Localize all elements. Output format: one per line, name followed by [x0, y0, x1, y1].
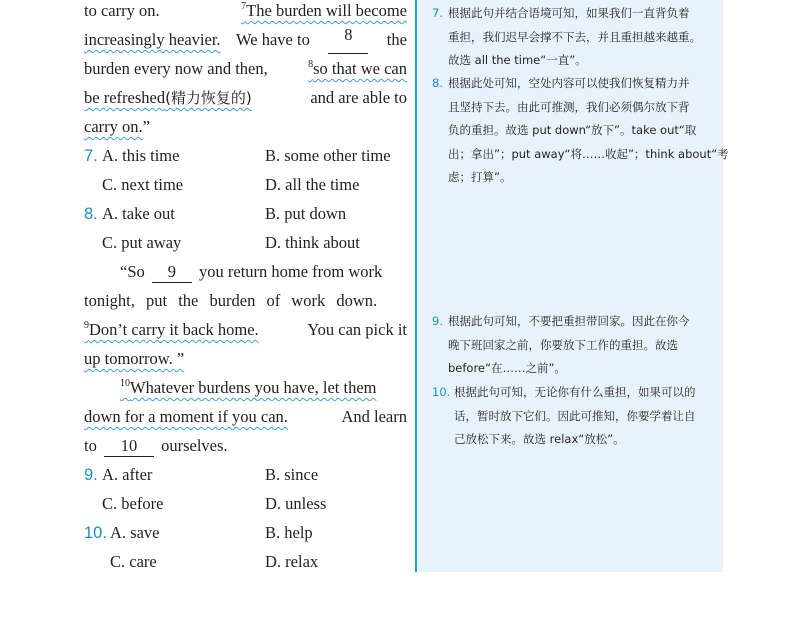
passage-text: the	[386, 30, 407, 49]
passage-text: be refreshed	[84, 88, 166, 107]
passage-line-9	[84, 344, 407, 373]
question-8-row-2	[84, 228, 407, 257]
explanation-line: 重担，我们迟早会撑不下去，并且重担越来越重。	[448, 29, 701, 44]
explanation-line: 出；拿出”；put away“将……收起”；think about“考	[448, 146, 729, 161]
option-d[interactable]: D. relax	[265, 552, 319, 571]
option-c[interactable]: C. before	[102, 494, 164, 513]
option-b[interactable]: B. some other time	[265, 146, 391, 165]
explanation-10	[432, 381, 722, 452]
passage-text: tonight, put the burden of work down.	[84, 291, 378, 310]
passage-text: You can pick it	[307, 320, 407, 339]
option-b[interactable]: B. since	[265, 465, 319, 484]
option-a[interactable]: A. take out	[102, 204, 175, 223]
explanation-number: 10.	[432, 385, 451, 399]
passage-text: ”	[142, 117, 150, 136]
passage-text: Whatever burdens you have, let them	[130, 378, 377, 397]
passage-text: “So	[120, 262, 145, 281]
explanation-number: 9.	[432, 314, 443, 328]
sentence-marker: 9	[84, 320, 89, 331]
option-b[interactable]: B. help	[265, 523, 313, 542]
option-a[interactable]: A. this time	[102, 146, 180, 165]
passage-text: The burden will become	[246, 1, 407, 20]
underlined-sentence-10	[120, 378, 377, 397]
passage-column	[84, 0, 407, 580]
passage-line-2	[84, 25, 407, 54]
passage-line-4	[84, 83, 407, 112]
option-c[interactable]: C. next time	[102, 175, 184, 194]
question-8	[84, 199, 407, 228]
explanation-9	[432, 310, 722, 381]
option-d[interactable]: D. think about	[265, 233, 360, 252]
explanation-number: 7.	[432, 6, 443, 20]
question-10-row-2	[84, 547, 407, 576]
option-c[interactable]: C. put away	[102, 233, 182, 252]
passage-line-3	[84, 54, 407, 83]
underlined-phrase: up tomorrow. ”	[84, 349, 185, 368]
passage-line-1	[84, 0, 407, 25]
explanation-line: 虑；打算”。	[448, 170, 512, 184]
option-a[interactable]: A. save	[110, 523, 160, 542]
passage-text: And learn	[341, 407, 407, 426]
explanation-line: 且坚持下去。由此可推测，我们必须偶尔放下背	[448, 99, 690, 114]
question-10	[84, 518, 407, 547]
question-number: 9.	[84, 466, 98, 484]
explanation-line: 根据此句并结合语境可知，如果我们一直背负着	[448, 6, 690, 20]
passage-line-5	[84, 112, 407, 141]
explanation-line: 己放松下来。故选 relax“放松”。	[454, 432, 625, 446]
explanation-line: 根据此处可知，空处内容可以使我们恢复精力并	[448, 76, 690, 90]
explanation-panel	[418, 0, 729, 572]
sentence-marker: 7	[241, 1, 247, 12]
underlined-phrase	[84, 83, 252, 112]
question-number: 7.	[84, 147, 98, 165]
question-number: 10.	[84, 524, 107, 542]
passage-text: and are able to	[310, 88, 407, 107]
question-7	[84, 141, 407, 170]
passage-text: ourselves.	[161, 436, 228, 455]
passage-line-8	[84, 315, 407, 344]
column-divider	[415, 0, 417, 572]
passage-line-7	[84, 286, 407, 315]
option-d[interactable]: D. unless	[265, 494, 327, 513]
option-b[interactable]: B. put down	[265, 204, 347, 223]
explanation-line: 根据此句可知，不要把重担带回家。因此在你今	[448, 314, 690, 328]
passage-text: burden every now and then,	[84, 59, 268, 78]
underlined-sentence-8	[308, 54, 407, 83]
passage-text: to	[84, 436, 97, 455]
question-9	[84, 460, 407, 489]
sentence-marker: 10	[120, 378, 130, 389]
underlined-sentence-9	[84, 315, 259, 344]
passage-text: Don’t carry it back home.	[89, 320, 259, 339]
explanation-number: 8.	[432, 76, 443, 90]
question-7-row-2	[84, 170, 407, 199]
option-d[interactable]: D. all the time	[265, 175, 360, 194]
answer-blank-8: 8	[328, 25, 368, 54]
sentence-marker: 8	[308, 59, 314, 70]
explanation-line: 根据此句可知，无论你有什么重担，如果可以的	[454, 385, 696, 399]
explanation-line: 负的重担。故选 put down“放下”。take out“取	[448, 123, 697, 137]
explanation-line: 晚下班回家之前，你要放下工作的重担。故选	[448, 337, 678, 352]
explanation-line: before“在……之前”。	[448, 361, 566, 375]
passage-line-12	[84, 431, 407, 460]
explanation-line: 故选 all the time“一直”。	[448, 53, 587, 67]
answer-blank-10: 10	[104, 436, 154, 457]
option-c[interactable]: C. care	[110, 552, 157, 571]
passage-line-11	[84, 402, 407, 431]
explanation-7	[432, 2, 722, 73]
passage-line-10	[84, 373, 407, 402]
explanation-8	[432, 72, 729, 190]
passage-text: you return home from work	[199, 262, 383, 281]
passage-text: so that we can	[313, 59, 407, 78]
underlined-phrase: down for a moment if you can.	[84, 407, 288, 426]
question-number: 8.	[84, 205, 98, 223]
question-9-row-2	[84, 489, 407, 518]
explanation-line: 话，暂时放下它们。因此可推知，你要学着让自	[454, 408, 696, 423]
passage-line-6	[84, 257, 407, 286]
answer-blank-9: 9	[152, 262, 192, 283]
passage-text: to carry on.	[84, 1, 160, 20]
chinese-gloss: (精力恢复的)	[165, 89, 252, 107]
underlined-sentence-7	[241, 0, 407, 25]
underlined-phrase: carry on.	[84, 117, 143, 136]
underlined-phrase: increasingly heavier.	[84, 30, 221, 49]
option-a[interactable]: A. after	[102, 465, 153, 484]
passage-text: We have to	[236, 30, 310, 49]
